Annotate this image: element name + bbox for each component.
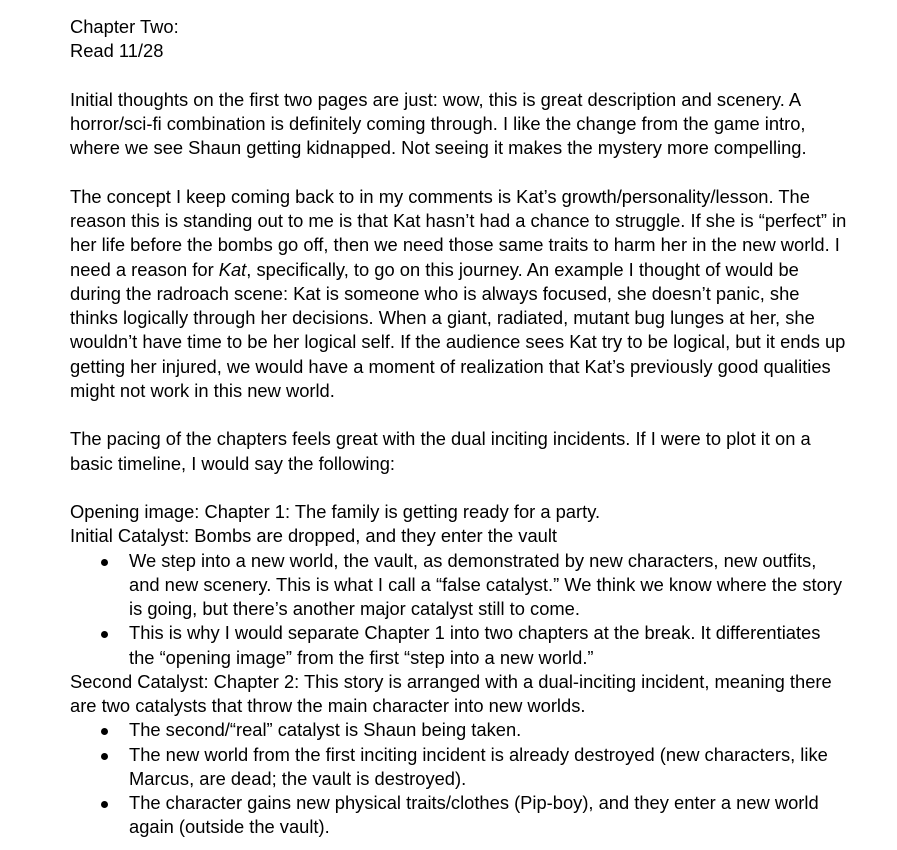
- concept-italic-kat: Kat: [218, 258, 247, 280]
- second-catalyst-bullet-list: [70, 718, 847, 839]
- read-date-line: Read 11/28: [70, 40, 164, 62]
- blank-line: [70, 476, 897, 500]
- paragraph-concept: [70, 185, 847, 403]
- bullet-item-new-world-destroyed: The new world from the first inciting incident is already destroyed (new characters, like Marcus, are dead; the vault is destroyed).: [70, 743, 847, 792]
- concept-text-before-italic: The concept I keep coming back to in my comments is Kat’s growth/personality/lesson. The reason this is standing out to me is that Kat hasn’t had a chance to struggle. If she is “perfect” in her life before the bombs go off, then we need those same traits to harm her in the new world. I need a reason for: [70, 185, 847, 280]
- bullet-item-false-catalyst: We step into a new world, the vault, as demonstrated by new characters, new outfits, and new scenery. This is what I call a “false catalyst.” We think we know where the story is going, but there’s another major catalyst still to come.: [70, 549, 847, 622]
- paragraph-initial-thoughts: Initial thoughts on the first two pages are just: wow, this is great description and scenery. A horror/sci-fi combination is definitely coming through. I like the change from the game intro, where we see Shaun getting kidnapped. Not seeing it makes the mystery more compelling.: [70, 88, 807, 159]
- bullet-item-new-traits: The character gains new physical traits/clothes (Pip-boy), and they enter a new world again (outside the vault).: [70, 791, 847, 840]
- blank-line: [70, 403, 897, 427]
- bullet-item-real-catalyst: The second/“real” catalyst is Shaun being taken.: [70, 718, 847, 742]
- concept-text-after-italic: , specifically, to go on this journey. An example I thought of would be during the radroach scene: Kat is someone who is always focused, she doesn’t panic, she thinks logically through her decisions. When a giant, radiated, mutant bug lunges at her, she wouldn’t have time to be her logical self. If the audience sees Kat try to be logical, but it ends up getting her injured, we would have a moment of realization that Kat’s previously good qualities might not work in this new world.: [70, 258, 846, 401]
- timeline-initial-catalyst-line: Initial Catalyst: Bombs are dropped, and they enter the vault: [70, 525, 557, 547]
- paragraph-pacing: The pacing of the chapters feels great with the dual inciting incidents. If I were to plot it on a basic timeline, I would say the following:: [70, 428, 811, 474]
- bullet-item-separate-chapters: This is why I would separate Chapter 1 into two chapters at the break. It differentiates the “opening image” from the first “step into a new world.”: [70, 621, 847, 670]
- timeline-opening-image-line: Opening image: Chapter 1: The family is getting ready for a party.: [70, 501, 601, 522]
- blank-line: [70, 64, 897, 88]
- blank-line: [70, 161, 897, 185]
- initial-catalyst-bullet-list: [70, 549, 847, 670]
- chapter-title-line: Chapter Two:: [70, 16, 179, 37]
- timeline-second-catalyst-line: Second Catalyst: Chapter 2: This story is arranged with a dual-inciting incident, meaning there are two catalysts that throw the main character into new worlds.: [70, 670, 832, 716]
